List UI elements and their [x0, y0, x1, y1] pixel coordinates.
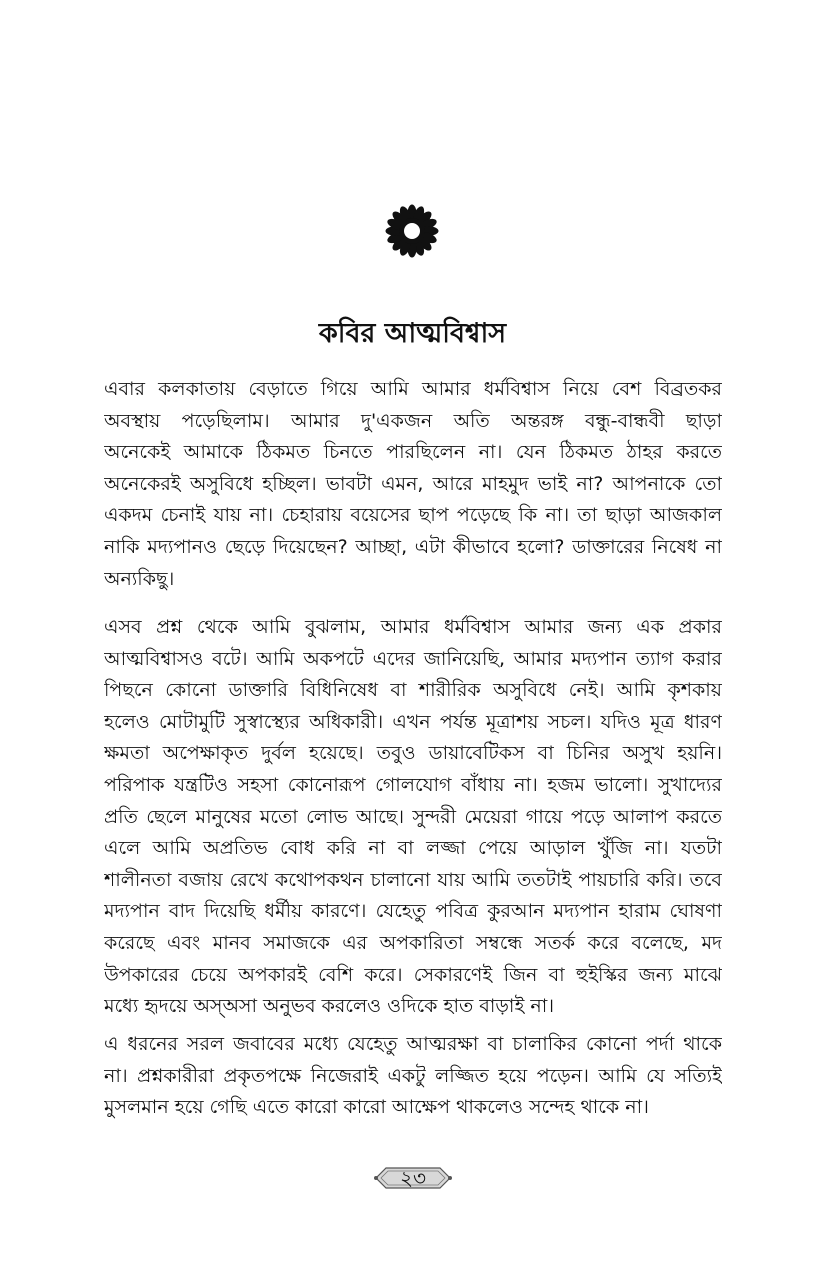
text-line: মদ্যপান বাদ দিয়েছি ধর্মীয় কারণে। যেহেতু পবিত্র কুরআন মদ্যপান হারাম ঘোষণা [104, 900, 722, 923]
text-line: একদম চেনাই যায় না। চেহারায় বয়েসের ছাপ পড়েছে কি না। তা ছাড়া আজকাল [104, 504, 722, 527]
text-line: এ ধরনের সরল জবাবের মধ্যে যেহেতু আত্মরক্ষা বা চালাকির কোনো পর্দা থাকে [104, 1033, 722, 1055]
text-line: অনেকেরই অসুবিধে হচ্ছিল। ভাবটা এমন, আরে মাহমুদ ভাই না? আপনাকে তো [104, 472, 722, 495]
text-line: পিছনে কোনো ডাক্তারি বিধিনিষেধ বা শারীরিক অসুবিধে নেই। আমি কৃশকায় [104, 679, 722, 702]
page-number: ২৩ [399, 1166, 426, 1190]
text-line: মধ্যে হৃদয়ে অস্অসা অনুভব করলেও ওদিকে হাত বাড়াই না। [104, 995, 555, 1018]
text-line: অবস্থায় পড়েছিলাম। আমার দু'একজন অতি অন্তরঙ্গ বন্ধু-বান্ধবী ছাড়া [104, 409, 722, 432]
text-line: শালীনতা বজায় রেখে কথোপকথন চালানো যায় আমি ততটাই পায়চারি করি। তবে [104, 868, 722, 891]
text-line: করেছে এবং মানব সমাজকে এর অপকারিতা সম্বন্ধে সতর্ক করে বলেছে, মদ [104, 931, 722, 954]
paragraph-3 [104, 1029, 722, 1124]
ornament-center [404, 223, 420, 239]
text-line: অনেকেই আমাকে ঠিকমত চিনতে পারছিলেন না। যেন ঠিকমত ঠাহর করতে [104, 441, 722, 464]
text-line: ক্ষমতা অপেক্ষাকৃত দুর্বল হয়েছে। তবুও ডায়াবেটিকস বা চিনির অসুখ হয়নি। [104, 742, 722, 765]
flower-ornament-icon [384, 203, 440, 259]
paragraph-1 [104, 374, 722, 595]
text-line: না। প্রশ্নকারীরা প্রকৃতপক্ষে নিজেরাই একটু লজ্জিত হয়ে পড়েন। আমি যে সত্যিই [104, 1064, 722, 1087]
page-number-badge [372, 1162, 454, 1194]
paragraph-2 [104, 612, 722, 1023]
text-line: অন্যকিছু। [104, 567, 175, 590]
text-line: এলে আমি অপ্রতিভ বোধ করি না বা লজ্জা পেয়ে আড়াল খুঁজি না। যতটা [104, 837, 722, 860]
text-line: পরিপাক যন্ত্রটিও সহসা কোনোরূপ গোলযোগ বাঁধায় না। হজম ভালো। সুখাদ্যের [104, 773, 722, 796]
text-line: উপকারের চেয়ে অপকারই বেশি করে। সেকারণেই জিন বা হুইস্কির জন্য মাঝে [104, 963, 722, 986]
text-line: হলেও মোটামুটি সুস্বাস্থ্যের অধিকারী। এখন পর্যন্ত মূত্রাশয় সচল। যদিও মূত্র ধারণ [104, 710, 722, 733]
text-line: মুসলমান হয়ে গেছি এতে কারো কারো আক্ষেপ থাকলেও সন্দেহ থাকে না। [104, 1096, 649, 1119]
chapter-title: কবির আত্মবিশ্বাস [318, 318, 507, 349]
text-line: আত্মবিশ্বাসও বটে। আমি অকপটে এদের জানিয়েছি, আমার মদ্যপান ত্যাগ করার [104, 647, 722, 670]
text-line: এবার কলকাতায় বেড়াতে গিয়ে আমি আমার ধর্মবিশ্বাস নিয়ে বেশ বিব্রতকর [104, 378, 722, 400]
text-line: নাকি মদ্যপানও ছেড়ে দিয়েছেন? আচ্ছা, এটা কীভাবে হলো? ডাক্তারের নিষেধ না [104, 535, 722, 558]
text-line: প্রতি ছেলে মানুষের মতো লোভ আছে। সুন্দরী মেয়েরা গায়ে পড়ে আলাপ করতে [104, 805, 722, 828]
text-line: এসব প্রশ্ন থেকে আমি বুঝলাম, আমার ধর্মবিশ্বাস আমার জন্য এক প্রকার [104, 616, 722, 638]
